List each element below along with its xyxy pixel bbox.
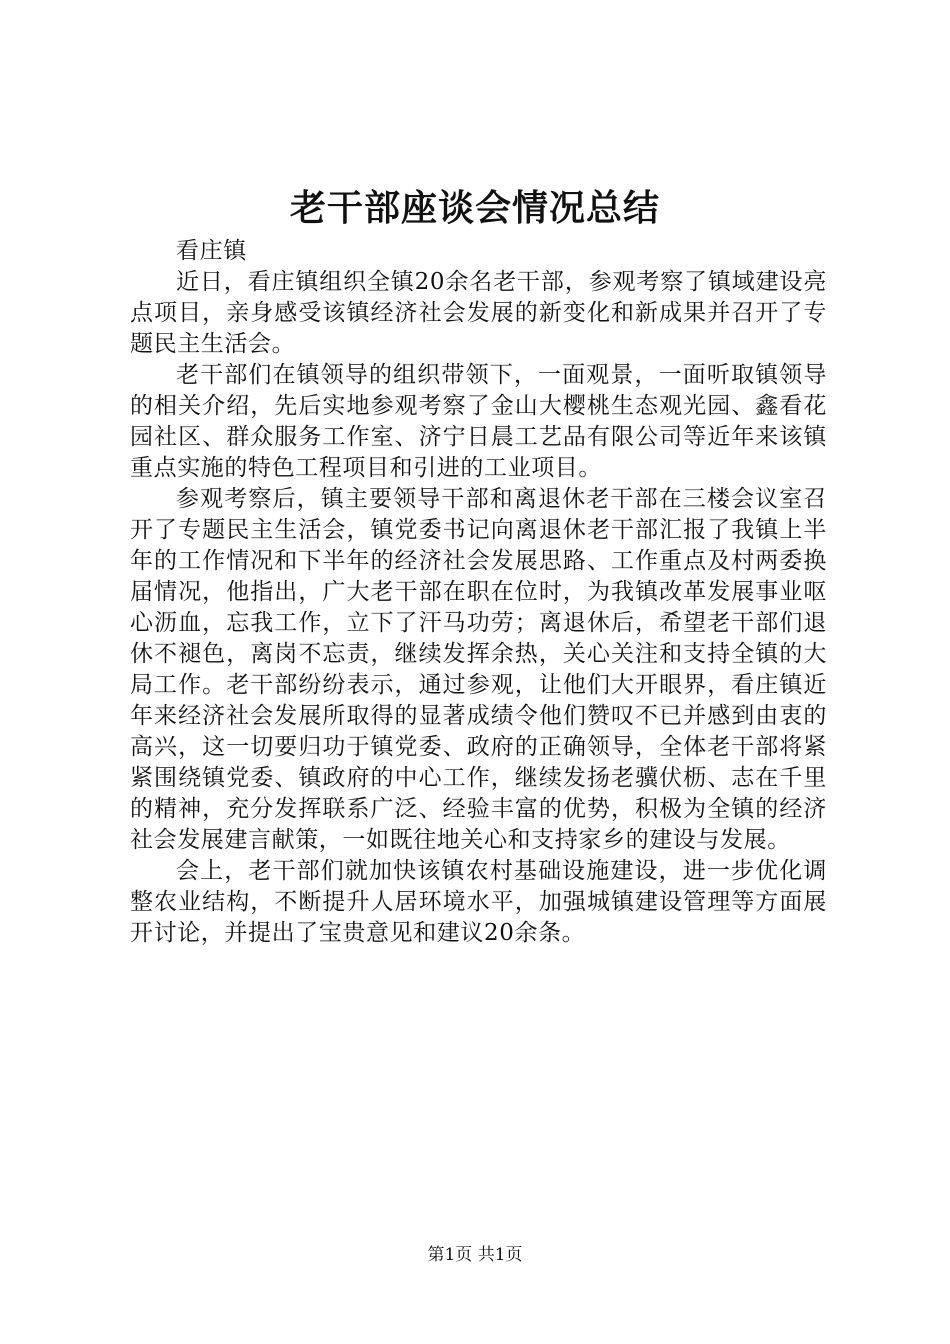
- paragraph-town-name: 看庄镇: [176, 238, 247, 264]
- paragraph-3: 参观考察后，镇主要领导干部和离退休老干部在三楼会议室召开了专题民主生活会，镇党委书记向离退休老干部汇报了我镇上半年的工作情况和下半年的经济社会发展思路、工作重点及村两委换届情况，他指出，广大老干部在职在位时，为我镇改革发展事业呕心沥血，忘我工作，立下了汗马功劳；离退休后，希望老干部们退休不褪色，离岗不忘责，继续发挥余热，关心关注和支持全镇的大局工作。老干部纷纷表示，通过参观，让他们大开眼界，看庄镇近年来经济社会发展所取得的显著成绩令他们赞叹不已并感到由衷的高兴，这一切要归功于镇党委、政府的正确领导，全体老干部将紧紧围绕镇党委、镇政府的中心工作，继续发扬老骥伏枥、志在千里的精神，充分发挥联系广泛、经验丰富的优势，积极为全镇的经济社会发展建言献策，一如既往地关心和支持家乡的建设与发展。: [130, 486, 827, 853]
- paragraph-2: 老干部们在镇领导的组织带领下，一面观景，一面听取镇领导的相关介绍，先后实地参观考察了金山大樱桃生态观光园、鑫看花园社区、群众服务工作室、济宁日晨工艺品有限公司等近年来该镇重点实施的特色工程项目和引进的工业项目。: [130, 362, 827, 481]
- document-body: [130, 236, 827, 949]
- paragraph-1: 近日，看庄镇组织全镇20余名老干部，参观考察了镇域建设亮点项目，亲身感受该镇经济社会发展的新变化和新成果并召开了专题民主生活会。: [130, 269, 827, 357]
- paragraph-4: 会上，老干部们就加快该镇农村基础设施建设，进一步优化调整农业结构，不断提升人居环境水平，加强城镇建设管理等方面展开讨论，并提出了宝贵意见和建议20余条。: [130, 858, 827, 946]
- document-title: 老干部座谈会情况总结: [289, 187, 660, 229]
- page-footer: 第1页 共1页: [427, 1245, 523, 1265]
